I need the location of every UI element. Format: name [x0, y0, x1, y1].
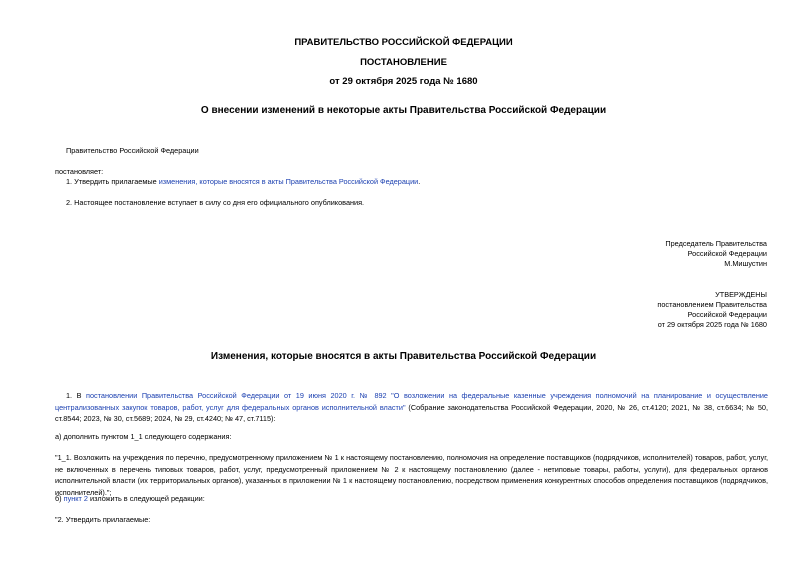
approved-by: постановлением Правительства — [657, 300, 767, 309]
document-date-number: от 29 октября 2025 года № 1680 — [329, 76, 478, 87]
quoted-paragraph-1-1: "1_1. Возложить на учреждения по перечню, предусмотренному приложением № 1 к настоящему постановлению, полномочия на определение поставщиков (подрядчиков, исполнителей) товаров, работ, услуг, не включенных в перечень типовых товаров, работ, услуг, предусмотренный приложением № 2 к настоящему постановлению (далее - нетиповые товары, работы, услуги), для федеральных органов исполнительной власти (их территориальных органов), указанных в приложении № 1 к настоящему постановлению, посредством применения конкурентных способов определения поставщиков (подрядчиков, исполнителей)."; — [55, 453, 768, 497]
subitem-b-suffix: изложить в следующей редакции: — [87, 494, 205, 503]
signature-country: Российской Федерации — [687, 249, 767, 258]
changes-paragraph-1 — [55, 390, 768, 425]
item-1 — [66, 177, 420, 188]
changes-link[interactable]: изменения, которые вносятся в акты Правительства Российской Федерации — [158, 177, 419, 186]
subitem-b — [55, 494, 205, 505]
subitem-a: а) дополнить пунктом 1_1 следующего содержания: — [55, 432, 232, 441]
approved-country: Российской Федерации — [687, 310, 767, 319]
changes-title: Изменения, которые вносятся в акты Правительства Российской Федерации — [210, 351, 597, 362]
item-2: 2. Настоящее постановление вступает в силу со дня его официального опубликования. — [66, 198, 365, 207]
subitem-b-prefix: б) — [55, 494, 64, 503]
quoted-item-2: "2. Утвердить прилагаемые: — [55, 515, 151, 524]
signature-position: Председатель Правительства — [665, 239, 767, 248]
approved-date: от 29 октября 2025 года № 1680 — [657, 320, 767, 329]
resolution-892-link[interactable]: постановлении Правительства Российской Федерации от 19 июня 2020 г. № 892 "О возложении на федеральные казенные учреждения полномочий на планирование и осуществление централизованных закупок товаров, работ, услуг для федеральных органов исполнительной власти" — [55, 391, 768, 412]
item-1-suffix: . — [418, 177, 421, 186]
paragraph-1-prefix: 1. В — [66, 391, 87, 400]
document-title: О внесении изменений в некоторые акты Правительства Российской Федерации — [200, 105, 607, 116]
paragraph-1-suffix: (Собрание законодательства Российской Федерации, 2020, № 26, ст.4120; 2021, № 38, ст.6634; № 50, ст.8544; 2023, № 30, ст.5689; 2024, № 29, ст.4240; № 47, ст.7115): — [55, 402, 768, 423]
item-1-prefix: 1. Утвердить прилагаемые — [66, 177, 159, 186]
preamble-decides: постановляет: — [55, 167, 104, 176]
approved-label: УТВЕРЖДЕНЫ — [715, 290, 767, 299]
document-type: ПОСТАНОВЛЕНИЕ — [360, 57, 447, 68]
preamble-subject: Правительство Российской Федерации — [66, 146, 199, 155]
government-heading: ПРАВИТЕЛЬСТВО РОССИЙСКОЙ ФЕДЕРАЦИИ — [294, 37, 513, 48]
point-2-link[interactable]: пункт 2 — [63, 494, 88, 503]
signature-name: М.Мишустин — [724, 259, 767, 268]
